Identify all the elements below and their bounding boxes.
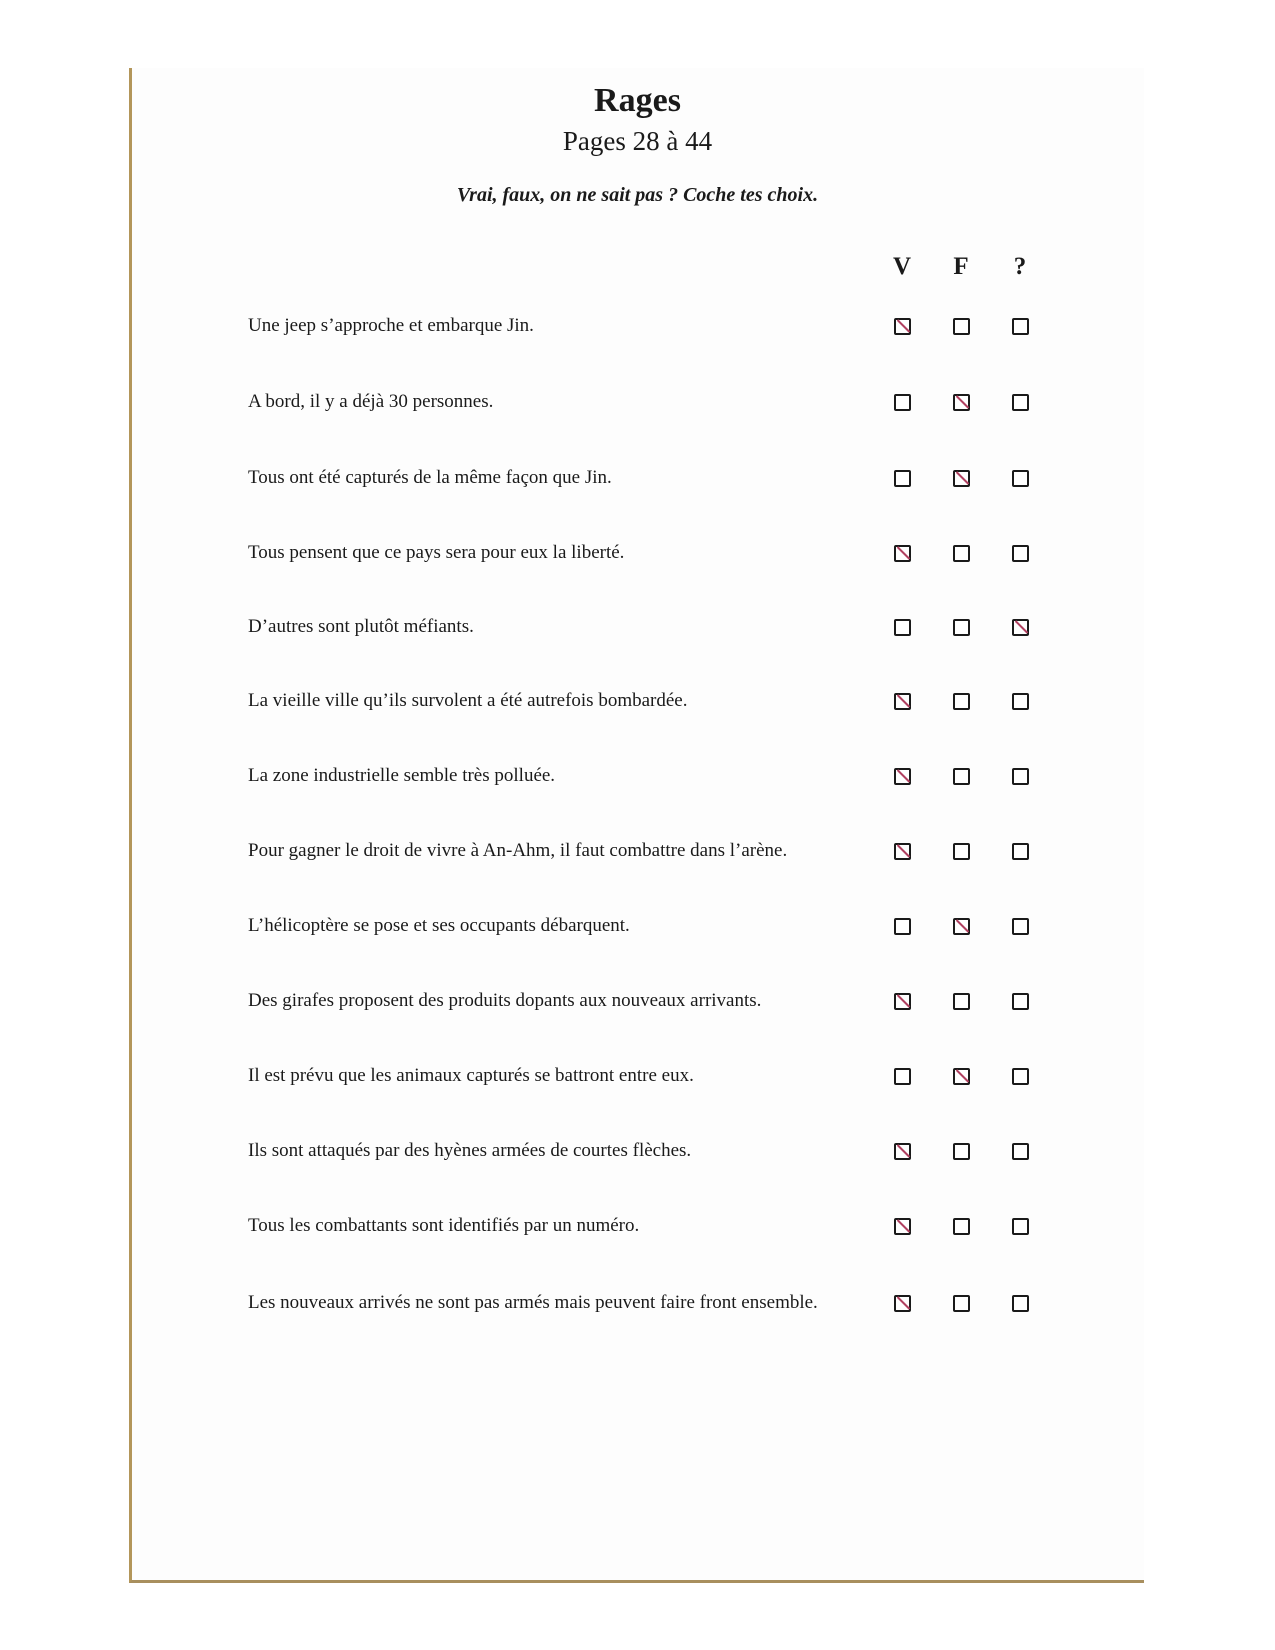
question-text: Les nouveaux arrivés ne sont pas armés mais peuvent faire front ensemble. (248, 1292, 818, 1313)
checkbox-true[interactable] (894, 470, 911, 487)
checkbox-false[interactable] (953, 619, 970, 636)
checkbox-false[interactable] (953, 1068, 970, 1085)
checkbox-unknown[interactable] (1012, 1218, 1029, 1235)
question-text: Des girafes proposent des produits dopants aux nouveaux arrivants. (248, 990, 762, 1011)
checkbox-unknown[interactable] (1012, 918, 1029, 935)
question-text: La vieille ville qu’ils survolent a été autrefois bombardée. (248, 690, 688, 711)
checkbox-false[interactable] (953, 693, 970, 710)
question-text: D’autres sont plutôt méfiants. (248, 616, 474, 637)
checkbox-unknown[interactable] (1012, 693, 1029, 710)
checkbox-unknown[interactable] (1012, 993, 1029, 1010)
checkbox-true[interactable] (894, 545, 911, 562)
question-text: Il est prévu que les animaux capturés se battront entre eux. (248, 1065, 694, 1086)
instructions: Vrai, faux, on ne sait pas ? Coche tes choix. (456, 184, 819, 206)
checkbox-false[interactable] (953, 545, 970, 562)
checkbox-false[interactable] (953, 1143, 970, 1160)
column-header-unknown: ? (1013, 253, 1027, 280)
checkbox-unknown[interactable] (1012, 545, 1029, 562)
column-header-false: F (953, 253, 969, 280)
checkbox-false[interactable] (953, 993, 970, 1010)
checkbox-unknown[interactable] (1012, 768, 1029, 785)
question-text: La zone industrielle semble très polluée. (248, 765, 556, 786)
checkbox-unknown[interactable] (1012, 394, 1029, 411)
checkbox-true[interactable] (894, 619, 911, 636)
page-title: Rages (594, 82, 681, 119)
checkbox-true[interactable] (894, 1068, 911, 1085)
checkbox-unknown[interactable] (1012, 1295, 1029, 1312)
question-text: Tous les combattants sont identifiés par un numéro. (248, 1215, 640, 1236)
question-text: Une jeep s’approche et embarque Jin. (248, 315, 534, 336)
checkbox-unknown[interactable] (1012, 1143, 1029, 1160)
checkbox-true[interactable] (894, 843, 911, 860)
checkbox-false[interactable] (953, 918, 970, 935)
checkbox-unknown[interactable] (1012, 470, 1029, 487)
checkbox-unknown[interactable] (1012, 1068, 1029, 1085)
checkbox-false[interactable] (953, 843, 970, 860)
question-text: A bord, il y a déjà 30 personnes. (248, 391, 494, 412)
checkbox-false[interactable] (953, 470, 970, 487)
checkbox-true[interactable] (894, 1218, 911, 1235)
checkbox-true[interactable] (894, 1295, 911, 1312)
checkbox-true[interactable] (894, 693, 911, 710)
checkbox-false[interactable] (953, 1295, 970, 1312)
question-text: Pour gagner le droit de vivre à An-Ahm, il faut combattre dans l’arène. (248, 840, 788, 861)
page-subtitle: Pages 28 à 44 (562, 126, 713, 156)
checkbox-true[interactable] (894, 1143, 911, 1160)
worksheet-page (129, 68, 1144, 1583)
checkbox-false[interactable] (953, 318, 970, 335)
checkbox-false[interactable] (953, 1218, 970, 1235)
checkbox-unknown[interactable] (1012, 843, 1029, 860)
question-text: Ils sont attaqués par des hyènes armées de courtes flèches. (248, 1140, 692, 1161)
question-text: L’hélicoptère se pose et ses occupants débarquent. (248, 915, 630, 936)
checkbox-true[interactable] (894, 318, 911, 335)
checkbox-false[interactable] (953, 394, 970, 411)
checkbox-unknown[interactable] (1012, 318, 1029, 335)
checkbox-true[interactable] (894, 993, 911, 1010)
question-text: Tous ont été capturés de la même façon que Jin. (248, 467, 612, 488)
checkbox-true[interactable] (894, 394, 911, 411)
column-header-true: V (892, 253, 912, 280)
checkbox-true[interactable] (894, 918, 911, 935)
checkbox-false[interactable] (953, 768, 970, 785)
checkbox-unknown[interactable] (1012, 619, 1029, 636)
checkbox-true[interactable] (894, 768, 911, 785)
question-text: Tous pensent que ce pays sera pour eux la liberté. (248, 542, 625, 563)
